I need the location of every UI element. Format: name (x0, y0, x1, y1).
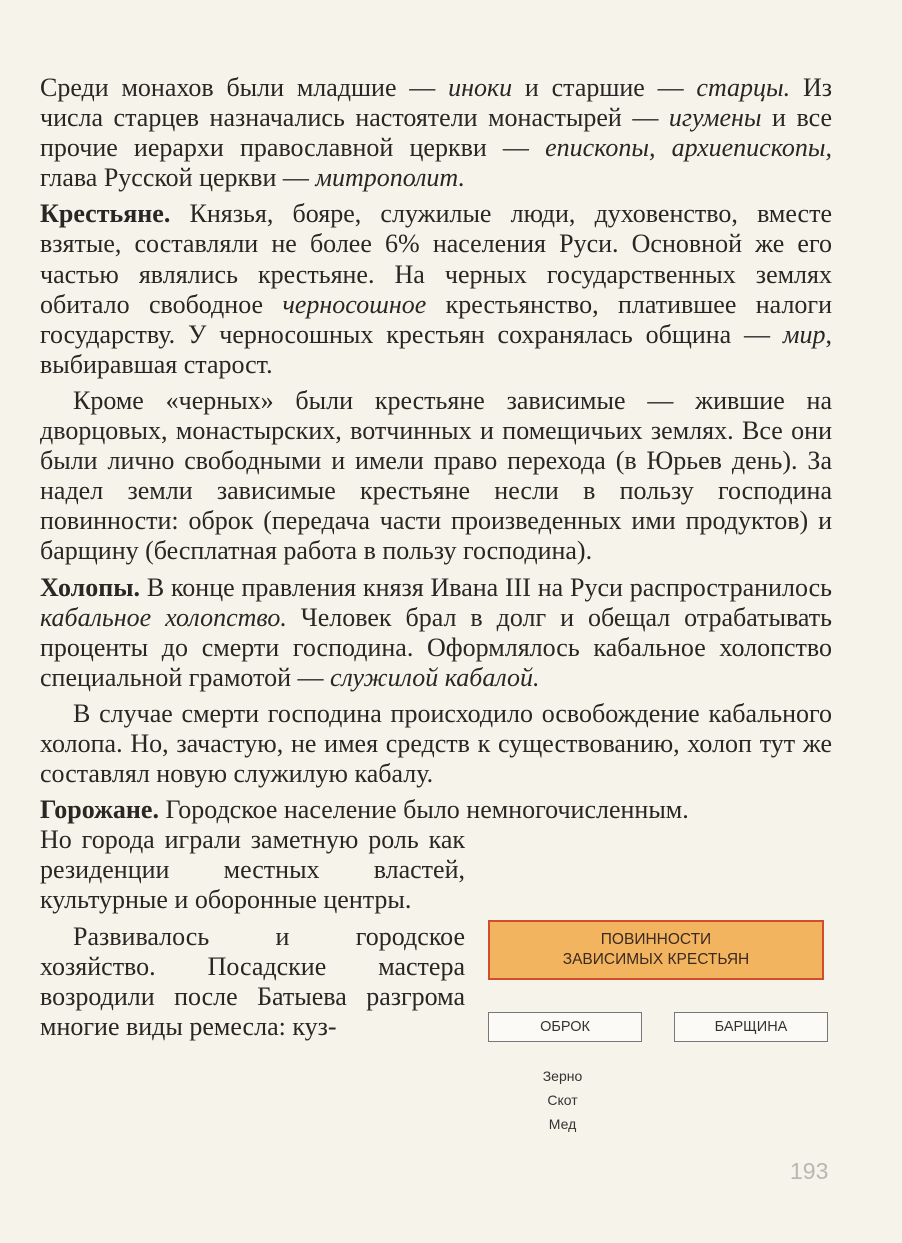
term-sluzhilaya-kabala: служилой кабалой. (330, 662, 540, 692)
section-heading-peasants: Крестьяне. (40, 199, 171, 229)
term-mir: мир (782, 319, 826, 349)
term-startsy: старцы. (696, 73, 791, 102)
text-fragment: В случае смерти господина происходило освобождение кабального холопа. Но, зачастую, не имея средств к существованию, холоп тут же составлял новую служилую кабалу. (40, 698, 832, 789)
term-episkopy: епископы, архиепископы, (545, 133, 832, 163)
diagram-title-line2: ЗАВИСИМЫХ КРЕСТЬЯН (562, 951, 750, 968)
obrok-item-livestock: Скот (547, 1092, 578, 1108)
text-fragment: глава Русской церкви — (40, 163, 316, 193)
text-fragment: Развивалось и городское хозяйство. Посадские мастера возродили после Батыева разгрома многие виды ремесла: куз- (40, 921, 465, 1041)
page-number: 193 (790, 1158, 829, 1184)
text-fragment: В конце правления князя Ивана III на Руси распространилось (140, 572, 832, 602)
section-heading-serfs: Холопы. (40, 572, 141, 602)
term-igumeny: игумены (668, 103, 762, 133)
text-fragment: Но города играли заметную роль как резиденции местных властей, культурные и оборонные центры. (40, 825, 465, 915)
paragraph-dependent-peasants (40, 386, 832, 567)
paragraph-crafts (40, 922, 465, 1042)
diagram-title-line1: ПОВИННОСТИ (600, 931, 712, 948)
term-mitropolit: митрополит. (315, 163, 466, 193)
diagram-box-barshchina (674, 1012, 828, 1042)
obrok-item-grain: Зерно (542, 1068, 583, 1084)
narrow-column (40, 825, 465, 1042)
text-fragment: и все прочие иерархи православной церкви — (40, 103, 832, 163)
text-fragment: , выбиравшая старост. (40, 319, 832, 379)
paragraph-serfs (40, 573, 832, 693)
text-fragment: и старшие — (512, 73, 697, 102)
obrok-items-list (525, 1064, 600, 1136)
diagram-title-box (488, 920, 824, 980)
paragraph-serf-release (40, 699, 832, 789)
term-inoki: иноки (448, 73, 513, 102)
text-fragment: Городское население было немногочисленным. (158, 795, 689, 825)
text-fragment: Среди монахов были младшие — (40, 73, 449, 102)
text-fragment: Из числа старцев назначались настоятели монастырей — (40, 73, 833, 133)
text-fragment: Человек брал в долг и обещал отрабатывать проценты до смерти господина. Оформлялось кабальное холопство специальной грамотой — (40, 602, 832, 692)
section-heading-townspeople: Горожане. (40, 795, 159, 825)
text-fragment: Кроме «черных» были крестьяне зависимые — жившие на дворцовых, монастырских, вотчинных и помещичьих землях. Все они были лично свободными и имели право перехода (в Юрьев день). За надел земли зависимые крестьяне несли в пользу господина повинности: оброк (передача части произведенных ими продуктов) и барщину (бесплатная работа в пользу господина). (40, 385, 832, 566)
obrok-item-honey: Мед (548, 1116, 577, 1132)
term-chernososhnoe: черносошное (282, 289, 427, 319)
main-text (40, 73, 832, 1042)
paragraph-townspeople (40, 795, 832, 825)
diagram-box-barshchina-label: БАРЩИНА (714, 1019, 788, 1035)
diagram-box-obrok (488, 1012, 642, 1042)
term-kabalnoe-kholopstvo: кабальное холопство. (40, 602, 287, 632)
text-fragment: Князья, бояре, служилые люди, духовенство, вместе взятые, составляли не более 6% населения Руси. Основной же его частью являлись крестьяне. На черных государственных землях обитало свободное (40, 199, 832, 319)
text-fragment: крестьянство, платившее налоги государству. У черносошных крестьян сохранялась община — (40, 289, 832, 349)
paragraph-peasants (40, 199, 832, 380)
paragraph-towns-role (40, 825, 465, 915)
diagram-box-obrok-label: ОБРОК (540, 1019, 590, 1035)
paragraph-monks (40, 73, 832, 193)
duties-diagram (480, 912, 835, 1142)
